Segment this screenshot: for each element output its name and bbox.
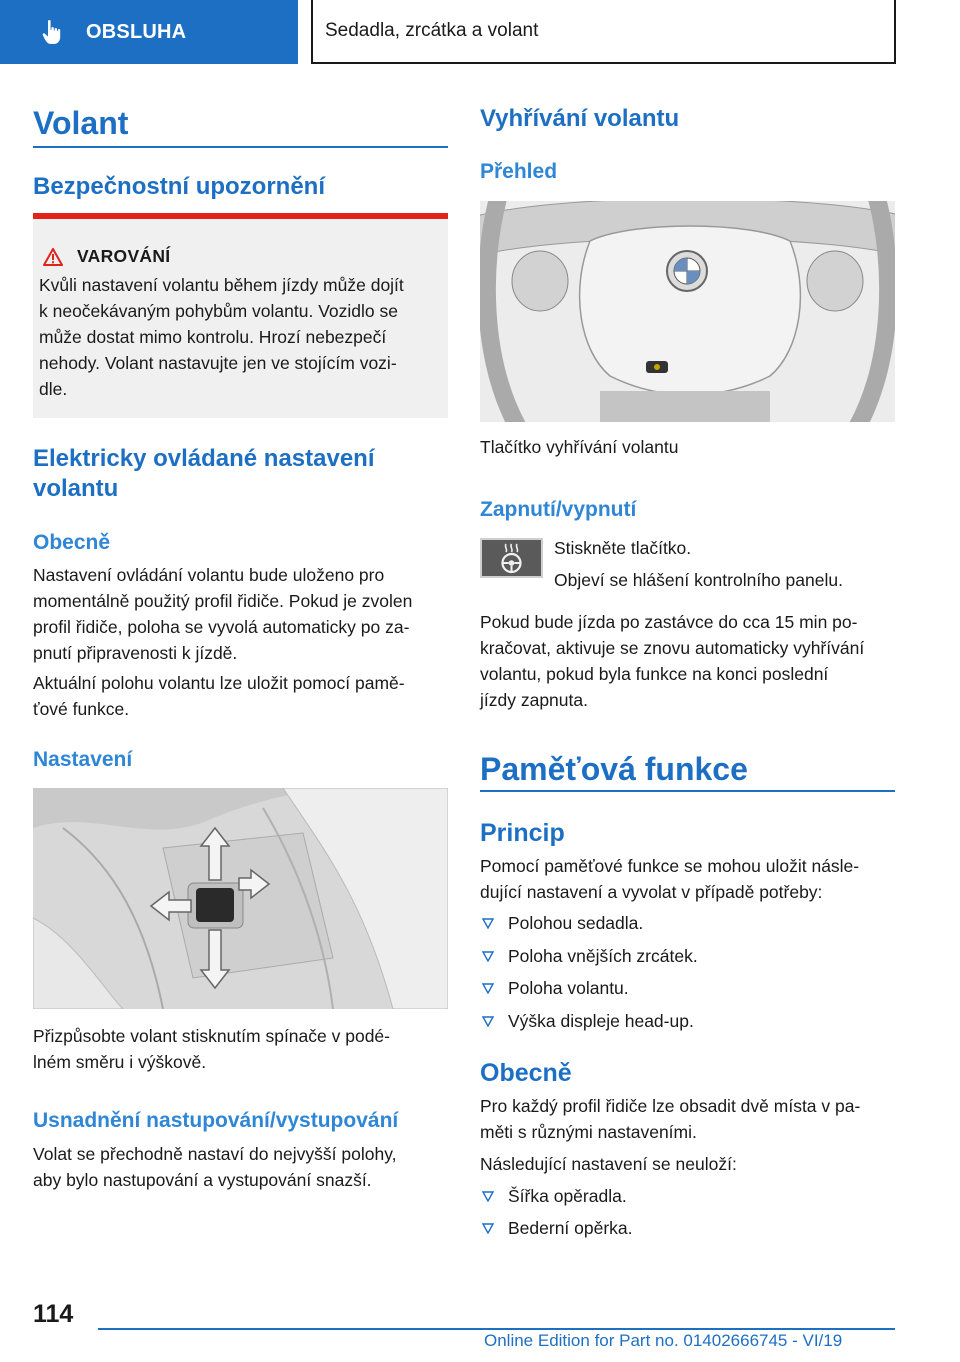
triangle-bullet-icon [482,917,494,929]
step-line: Objeví se hlášení kontrolního panelu. [554,570,843,590]
general-heading-left: Obecně [33,531,111,554]
text-line: lném směru i výškově. [33,1052,207,1072]
text-line: profil řidiče, poloha se vyvolá automaticky po za- [33,617,410,637]
list-item [480,1008,694,1034]
page-number: 114 [33,1300,74,1328]
adjust-heading: Nastavení [33,748,133,771]
principle-paragraph [480,853,895,905]
text-line: kračovat, aktivuje se znovu automaticky vyhřívání [480,638,865,658]
warning-line: k neočekávaným pohybům volantu. Vozidlo se [39,301,398,321]
memory-title: Paměťová funkce [480,751,748,787]
heating-heading: Vyhřívání volantu [480,105,680,132]
list-item-text: Bederní opěrka. [508,1218,633,1238]
text-line: Volat se přechodně nastaví do nejvyšší polohy, [33,1144,397,1164]
warning-triangle-icon [43,248,63,266]
warning-box [33,213,448,418]
general-paragraph-1 [33,562,448,666]
general-heading-right: Obecně [480,1059,572,1087]
page-title: Volant [33,105,129,141]
text-line: Pomocí paměťové funkce se mohou uložit násle- [480,856,860,876]
list-item-text: Poloha vnějších zrcátek. [508,946,698,966]
text-line: dující nastavení a vyvolat v případě potřeby: [480,882,823,902]
electric-adjust-heading [33,444,448,504]
triangle-bullet-icon [482,982,494,994]
general-paragraph-right [480,1093,895,1145]
list-item-text: Výška displeje head-up. [508,1011,694,1031]
safety-heading: Bezpečnostní upozornění [33,173,326,200]
steering-wheel-illustration [480,201,895,422]
onoff-heading: Zapnutí/vypnutí [480,498,637,521]
warning-title [43,246,170,267]
title-divider [33,146,448,148]
not-saved-intro: Následující nastavení se neuloží: [480,1154,737,1174]
list-item [480,943,698,969]
image-caption: Tlačítko vyhřívání volantu [480,437,679,457]
hand-pointer-icon [42,19,64,45]
electric-heading-line: volantu [33,475,119,502]
edition-note: Online Edition for Part no. 01402666745 - VI/19 [484,1331,843,1350]
text-line: ťové funkce. [33,699,130,719]
electric-heading-line: Elektricky ovládané nastavení [33,445,375,472]
section-tab-label: OBSLUHA [86,20,187,43]
warning-line: nehody. Volant nastavujte jen ve stojícím vozi- [39,353,397,373]
steering-wheel-heating-icon [482,540,541,576]
triangle-bullet-icon [482,1222,494,1234]
text-line: pnutí připravenosti k jízdě. [33,643,238,663]
text-line: volantu, pokud byla funkce na konci poslední [480,664,829,684]
adjust-caption [33,1023,448,1075]
list-item-text: Poloha volantu. [508,978,629,998]
warning-line: Kvůli nastavení volantu během jízdy může dojít [39,275,404,295]
text-line: měti s různými nastaveními. [480,1122,697,1142]
steering-column-switch-image [33,788,448,1009]
list-item [480,1215,633,1241]
text-line: Nastavení ovládání volantu bude uloženo pro [33,565,385,585]
section-tab-obsluha[interactable] [0,0,298,64]
text-line: Přizpůsobte volant stisknutím spínače v podé- [33,1026,390,1046]
footer-divider [98,1328,895,1330]
entry-heading: Usnadnění nastupování/vystupování [33,1109,399,1132]
warning-line: dle. [39,379,68,399]
steering-column-illustration [33,788,448,1009]
list-item [480,1183,627,1209]
text-line: aby bylo nastupování a vystupování snazší. [33,1170,372,1190]
triangle-bullet-icon [482,1190,494,1202]
text-line: Pokud bude jízda po zastávce do cca 15 min po- [480,612,858,632]
steering-wheel-image [480,201,895,422]
overview-heading: Přehled [480,160,558,183]
chapter-header [311,0,896,64]
onoff-steps [554,535,895,593]
text-line: Aktuální polohu volantu lze uložit pomocí pamě- [33,673,405,693]
warning-text [39,272,444,402]
memory-divider [480,790,895,792]
list-item-text: Polohou sedadla. [508,913,644,933]
text-line: momentálně použitý profil řidiče. Pokud je zvolen [33,591,413,611]
warning-label: VAROVÁNÍ [77,246,171,266]
triangle-bullet-icon [482,1015,494,1027]
heating-button-image [480,538,543,578]
list-item-text: Šířka opěradla. [508,1186,627,1206]
onoff-paragraph [480,609,895,713]
step-line: Stiskněte tlačítko. [554,538,692,558]
text-line: Pro každý profil řidiče lze obsadit dvě místa v pa- [480,1096,861,1116]
chapter-title: Sedadla, zrcátka a volant [325,20,539,41]
list-item [480,910,643,936]
warning-line: může dostat mimo kontrolu. Hrozí nebezpečí [39,327,387,347]
principle-heading: Princip [480,819,565,847]
triangle-bullet-icon [482,950,494,962]
text-line: jízdy zapnuta. [480,690,588,710]
entry-paragraph [33,1141,448,1193]
list-item [480,975,629,1001]
general-paragraph-2 [33,670,448,722]
